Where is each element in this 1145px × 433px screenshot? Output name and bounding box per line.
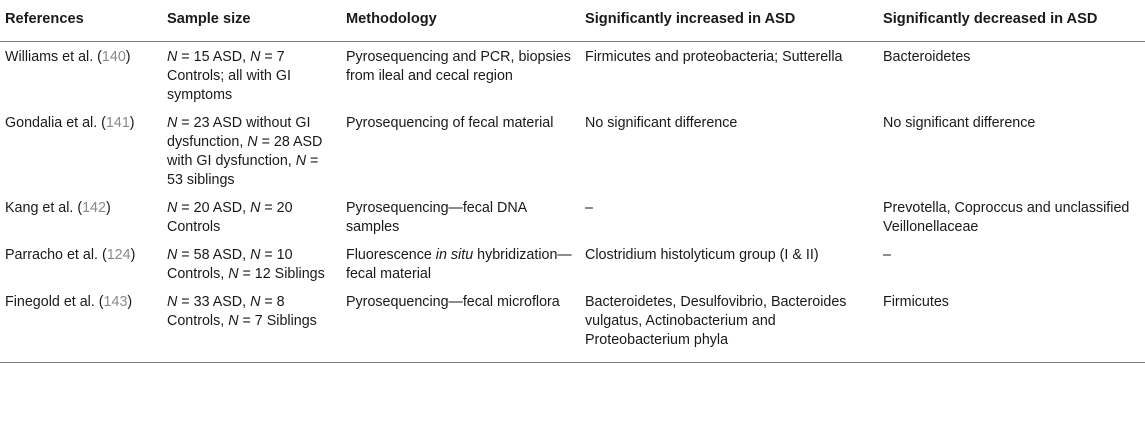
- reference-author: Kang et al. (: [5, 200, 83, 216]
- header-references: References: [0, 0, 162, 42]
- reference-cell: [0, 42, 162, 109]
- header-sample-size: Sample size: [162, 0, 341, 42]
- header-increased: Significantly increased in ASD: [580, 0, 878, 42]
- header-row: [0, 0, 1145, 42]
- methodology-cell: [341, 287, 580, 363]
- reference-author: Finegold et al. (: [5, 294, 104, 310]
- sample-size-cell: N = 33 ASD, N = 8 Controls, N = 7 Siblings: [162, 287, 341, 363]
- reference-link[interactable]: 141: [105, 115, 130, 131]
- methodology-text: Fluorescence: [346, 247, 436, 263]
- reference-close: ): [129, 115, 135, 131]
- reference-cell: [0, 193, 162, 240]
- methodology-text: Pyrosequencing of fecal material: [346, 115, 554, 131]
- methodology-text-post: hybridization—fecal material: [346, 247, 572, 282]
- decreased-cell: Firmicutes: [878, 287, 1145, 363]
- methodology-cell: [341, 108, 580, 193]
- methodology-cell: [341, 42, 580, 109]
- reference-cell: [0, 287, 162, 363]
- reference-link[interactable]: 143: [103, 294, 128, 310]
- methodology-text: Pyrosequencing and PCR, biopsies from ileal and cecal region: [346, 49, 571, 84]
- decreased-cell: Bacteroidetes: [883, 49, 971, 65]
- methodology-text: Pyrosequencing—fecal DNA samples: [346, 200, 527, 235]
- sample-size-cell: N = 23 ASD without GI dysfunction, N = 28 ASD with GI dysfunction, N = 53 siblings: [167, 115, 323, 188]
- reference-close: ): [125, 49, 131, 65]
- reference-close: ): [127, 294, 133, 310]
- decreased-cell: –: [883, 247, 891, 263]
- increased-cell: Firmicutes and proteobacteria; Sutterella: [585, 49, 843, 65]
- decreased-cell: Prevotella, Coproccus and unclassified Veillonellaceae: [883, 200, 1130, 235]
- reference-author: Gondalia et al. (: [5, 115, 106, 131]
- methodology-text: Pyrosequencing—fecal microflora: [346, 294, 560, 310]
- reference-link[interactable]: 124: [106, 247, 131, 263]
- table-header: [0, 0, 1145, 42]
- table-row: [0, 287, 1145, 363]
- increased-cell: –: [585, 200, 593, 216]
- reference-author: Parracho et al. (: [5, 247, 107, 263]
- reference-link[interactable]: 140: [101, 49, 126, 65]
- increased-cell: No significant difference: [585, 115, 738, 131]
- sample-size-cell: N = 20 ASD, N = 20 Controls: [167, 200, 293, 235]
- table-row: [0, 193, 1145, 240]
- header-methodology: Methodology: [341, 0, 580, 42]
- table-row: [0, 108, 1145, 193]
- header-decreased: Significantly decreased in ASD: [878, 0, 1145, 42]
- decreased-cell: No significant difference: [883, 115, 1036, 131]
- reference-author: Williams et al. (: [5, 49, 102, 65]
- table-body: [0, 42, 1145, 363]
- table-row: [0, 42, 1145, 109]
- sample-size-cell: N = 15 ASD, N = 7 Controls; all with GI symptoms: [167, 49, 291, 103]
- sample-size-cell: N = 58 ASD, N = 10 Controls, N = 12 Siblings: [167, 247, 325, 282]
- reference-link[interactable]: 142: [82, 200, 106, 216]
- reference-cell: [0, 240, 162, 287]
- reference-cell: [0, 108, 162, 193]
- reference-close: ): [130, 247, 136, 263]
- table-row: [0, 240, 1145, 287]
- methodology-italic: in situ: [435, 247, 474, 263]
- methodology-cell: [341, 193, 580, 240]
- increased-cell: Bacteroidetes, Desulfovibrio, Bacteroides vulgatus, Actinobacterium and Proteobacterium phyla: [580, 287, 878, 363]
- methodology-cell: [341, 240, 580, 287]
- increased-cell: Clostridium histolyticum group (I & II): [585, 247, 819, 263]
- reference-close: ): [105, 200, 111, 216]
